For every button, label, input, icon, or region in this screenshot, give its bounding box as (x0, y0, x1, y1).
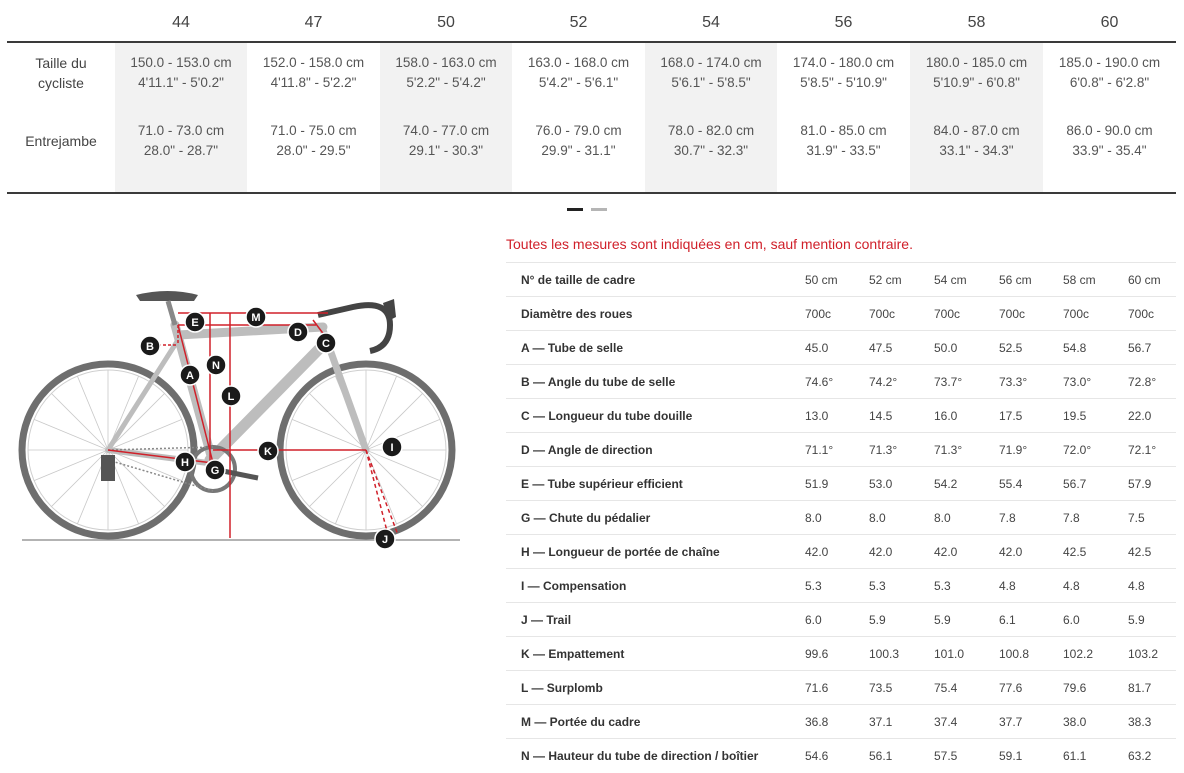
geometry-value: 17.5 (999, 409, 1023, 423)
geometry-row-label: K — Empattement (521, 647, 625, 661)
size-cell: 185.0 - 190.0 cm 6'0.8" - 6'2.8" (1058, 55, 1161, 90)
geometry-value: 54.8 (1063, 341, 1087, 355)
geometry-value: 37.4 (934, 715, 958, 729)
geometry-value: 38.0 (1063, 715, 1087, 729)
geometry-value: 77.6 (999, 681, 1023, 695)
geometry-value: 58 cm (1063, 273, 1096, 287)
geometry-value: 42.0 (999, 545, 1023, 559)
size-header (7, 0, 1176, 43)
svg-text:E: E (191, 317, 199, 329)
svg-text:C: C (322, 338, 330, 350)
geometry-value: 4.8 (999, 579, 1016, 593)
geometry-value: 100.3 (869, 647, 900, 661)
geometry-value: 7.5 (1128, 511, 1145, 525)
geometry-row (506, 398, 1176, 432)
geometry-row-label: M — Portée du cadre (521, 715, 641, 729)
size-cell: 84.0 - 87.0 cm 33.1" - 34.3" (933, 123, 1020, 158)
svg-text:L: L (227, 391, 235, 403)
marker-N (206, 355, 226, 375)
saddle (136, 291, 198, 301)
geometry-value: 60 cm (1128, 273, 1161, 287)
geometry-value: 42.5 (1063, 545, 1087, 559)
marker-H (175, 452, 195, 472)
geometry-value: 42.0 (805, 545, 829, 559)
geometry-value: 4.8 (1063, 579, 1080, 593)
geometry-value: 73.7° (934, 375, 963, 389)
geometry-value: 72.8° (1128, 375, 1157, 389)
geometry-row (506, 602, 1176, 636)
geometry-row-label: J — Trail (521, 613, 572, 627)
geometry-value: 5.3 (869, 579, 886, 593)
size-col-56: 56 (834, 14, 853, 31)
geometry-value: 37.1 (869, 715, 893, 729)
marker-L (221, 386, 241, 406)
marker-G (205, 460, 225, 480)
geometry-value: 100.8 (999, 647, 1030, 661)
geometry-value: 6.0 (805, 613, 822, 627)
geometry-value: 54.2 (934, 477, 958, 491)
geometry-row-label: L — Surplomb (521, 681, 603, 695)
geometry-row-label: A — Tube de selle (521, 341, 624, 355)
row-label-rider-height: Taille du cycliste (35, 55, 87, 91)
marker-A (180, 365, 200, 385)
geometry-row (506, 636, 1176, 670)
geometry-value: 56.1 (869, 749, 893, 763)
geometry-value: 6.1 (999, 613, 1016, 627)
geometry-value: 102.2 (1063, 647, 1094, 661)
geometry-row-label: H — Longueur de portée de chaîne (521, 545, 720, 559)
geometry-row (506, 704, 1176, 738)
geometry-row-label: G — Chute du pédalier (521, 511, 651, 525)
size-col-44: 44 (172, 14, 190, 31)
marker-K (258, 441, 278, 461)
geometry-value: 71.1° (805, 443, 834, 457)
marker-D (288, 322, 308, 342)
geometry-row (506, 296, 1176, 330)
geometry-value: 700c (999, 307, 1026, 321)
geometry-value: 101.0 (934, 647, 965, 661)
size-col-47: 47 (304, 14, 323, 31)
geometry-value: 47.5 (869, 341, 893, 355)
size-cell: 71.0 - 75.0 cm 28.0" - 29.5" (270, 123, 357, 158)
size-col-52: 52 (569, 14, 588, 31)
geometry-value: 99.6 (805, 647, 829, 661)
size-col-50: 50 (437, 14, 455, 31)
geometry-value: 700c (869, 307, 896, 321)
marker-B (140, 336, 160, 356)
geometry-row (506, 670, 1176, 704)
geometry-value: 700c (1063, 307, 1090, 321)
size-col-58: 58 (967, 14, 986, 31)
geometry-value: 59.1 (999, 749, 1023, 763)
geometry-value: 22.0 (1128, 409, 1152, 423)
geometry-value: 7.8 (999, 511, 1016, 525)
svg-text:D: D (294, 327, 302, 339)
size-cell: 76.0 - 79.0 cm 29.9" - 31.1" (535, 123, 622, 158)
geometry-value: 54.6 (805, 749, 829, 763)
geometry-value: 13.0 (805, 409, 829, 423)
geometry-value: 75.4 (934, 681, 958, 695)
size-cell: 150.0 - 153.0 cm 4'11.1" - 5'0.2" (130, 55, 232, 90)
wheel-spoke (51, 450, 108, 507)
geometry-value: 5.9 (869, 613, 886, 627)
geometry-value: 42.0 (869, 545, 893, 559)
geometry-row-label: I — Compensation (521, 579, 627, 593)
geometry-value: 56 cm (999, 273, 1032, 287)
geometry-value: 5.9 (1128, 613, 1145, 627)
geometry-value: 56.7 (1128, 341, 1152, 355)
geometry-value: 50 cm (805, 273, 838, 287)
geometry-value: 700c (805, 307, 832, 321)
geometry-value: 8.0 (869, 511, 886, 525)
geometry-value: 57.5 (934, 749, 958, 763)
wheel-spoke (309, 450, 366, 507)
svg-text:B: B (146, 341, 154, 353)
geometry-row (506, 738, 1176, 772)
geometry-value: 55.4 (999, 477, 1023, 491)
geometry-value: 61.1 (1063, 749, 1087, 763)
geometry-value: 38.3 (1128, 715, 1152, 729)
size-cell: 168.0 - 174.0 cm 5'6.1" - 5'8.5" (660, 55, 762, 90)
geometry-value: 73.5 (869, 681, 893, 695)
svg-text:I: I (390, 442, 394, 454)
geometry-value: 700c (934, 307, 961, 321)
geometry-value: 81.7 (1128, 681, 1152, 695)
size-cell: 158.0 - 163.0 cm 5'2.2" - 5'4.2" (395, 55, 497, 90)
size-chart (7, 0, 1176, 194)
size-cell: 71.0 - 73.0 cm 28.0" - 28.7" (137, 123, 225, 158)
geometry-row-label: Diamètre des roues (521, 307, 633, 321)
geometry-value: 5.3 (934, 579, 951, 593)
geometry-value: 54 cm (934, 273, 967, 287)
carousel-dot-active[interactable] (567, 208, 583, 211)
geometry-value: 52 cm (869, 273, 902, 287)
geometry-value: 74.2° (869, 375, 898, 389)
geometry-value: 14.5 (869, 409, 893, 423)
geometry-row (506, 534, 1176, 568)
marker-M (246, 307, 266, 327)
geometry-value: 4.8 (1128, 579, 1145, 593)
size-cell: 174.0 - 180.0 cm 5'8.5" - 5'10.9" (792, 55, 895, 90)
table-divider (7, 192, 1176, 194)
geometry-row-label: N° de taille de cadre (521, 273, 636, 287)
marker-J (375, 529, 395, 549)
geometry-row (506, 466, 1176, 500)
geometry-row-label: E — Tube supérieur efficient (521, 477, 683, 491)
geometry-value: 5.3 (805, 579, 822, 593)
geometry-value: 71.9° (999, 443, 1028, 457)
marker-E (185, 312, 205, 332)
bike-geometry-diagram (18, 285, 468, 555)
geometry-value: 36.8 (805, 715, 829, 729)
geometry-row-label: C — Longueur du tube douille (521, 409, 693, 423)
units-note: Toutes les mesures sont indiquées en cm, sauf mention contraire. (506, 236, 913, 252)
geometry-value: 50.0 (934, 341, 958, 355)
geometry-value: 42.0 (934, 545, 958, 559)
geometry-row (506, 364, 1176, 398)
size-cell: 86.0 - 90.0 cm 33.9" - 35.4" (1066, 123, 1153, 158)
geometry-value: 52.5 (999, 341, 1023, 355)
geometry-value: 72.1° (1128, 443, 1157, 457)
geometry-row-label: N — Hauteur du tube de direction / boîtier (521, 749, 759, 763)
svg-text:G: G (210, 465, 220, 477)
size-cell: 74.0 - 77.0 cm 29.1" - 30.3" (402, 123, 490, 158)
geometry-value: 74.6° (805, 375, 834, 389)
geometry-table (506, 262, 1176, 772)
geometry-value: 8.0 (805, 511, 822, 525)
svg-text:M: M (251, 312, 261, 324)
geometry-value: 57.9 (1128, 477, 1152, 491)
size-col-54: 54 (702, 14, 720, 31)
size-cell: 152.0 - 158.0 cm 4'11.8" - 5'2.2" (262, 55, 365, 90)
svg-text:H: H (181, 457, 189, 469)
wheel-spoke (51, 393, 108, 450)
geometry-value: 37.7 (999, 715, 1023, 729)
svg-text:K: K (264, 446, 272, 458)
geometry-row (506, 432, 1176, 466)
geometry-value: 51.9 (805, 477, 829, 491)
geometry-value: 53.0 (869, 477, 893, 491)
geometry-value: 56.7 (1063, 477, 1087, 491)
geometry-row-label: D — Angle de direction (521, 443, 653, 457)
svg-text:A: A (186, 370, 194, 382)
marker-C (316, 333, 336, 353)
geometry-row (506, 330, 1176, 364)
svg-text:N: N (212, 360, 220, 372)
geometry-value: 73.0° (1063, 375, 1092, 389)
wheel-spoke (366, 450, 423, 507)
row-label-inseam: Entrejambe (25, 133, 97, 149)
marker-I (382, 437, 402, 457)
geometry-value: 5.9 (934, 613, 951, 627)
carousel-dot[interactable] (591, 208, 607, 211)
geometry-value: 79.6 (1063, 681, 1087, 695)
size-cell: 163.0 - 168.0 cm 5'4.2" - 5'6.1" (527, 55, 630, 90)
geometry-value: 6.0 (1063, 613, 1080, 627)
geometry-value: 71.3° (869, 443, 898, 457)
svg-text:J: J (381, 534, 389, 546)
geometry-value: 71.3° (934, 443, 963, 457)
geometry-row (506, 500, 1176, 534)
geometry-value: 45.0 (805, 341, 829, 355)
geometry-value: 71.6 (805, 681, 829, 695)
geometry-row (506, 568, 1176, 602)
geometry-value: 8.0 (934, 511, 951, 525)
size-cell: 180.0 - 185.0 cm 5'10.9" - 6'0.8" (925, 55, 1028, 90)
geometry-value: 42.5 (1128, 545, 1152, 559)
geometry-row (506, 262, 1176, 296)
size-cell: 78.0 - 82.0 cm 30.7" - 32.3" (667, 123, 755, 158)
size-col-60: 60 (1100, 14, 1119, 31)
geometry-value: 103.2 (1128, 647, 1159, 661)
geometry-value: 16.0 (934, 409, 958, 423)
geometry-value: 700c (1128, 307, 1155, 321)
geometry-value: 73.3° (999, 375, 1028, 389)
geometry-value: 72.0° (1063, 443, 1092, 457)
geometry-value: 19.5 (1063, 409, 1087, 423)
geometry-value: 7.8 (1063, 511, 1080, 525)
geometry-row-label: B — Angle du tube de selle (521, 375, 676, 389)
geometry-value: 63.2 (1128, 749, 1152, 763)
size-cell: 81.0 - 85.0 cm 31.9" - 33.5" (800, 123, 887, 158)
